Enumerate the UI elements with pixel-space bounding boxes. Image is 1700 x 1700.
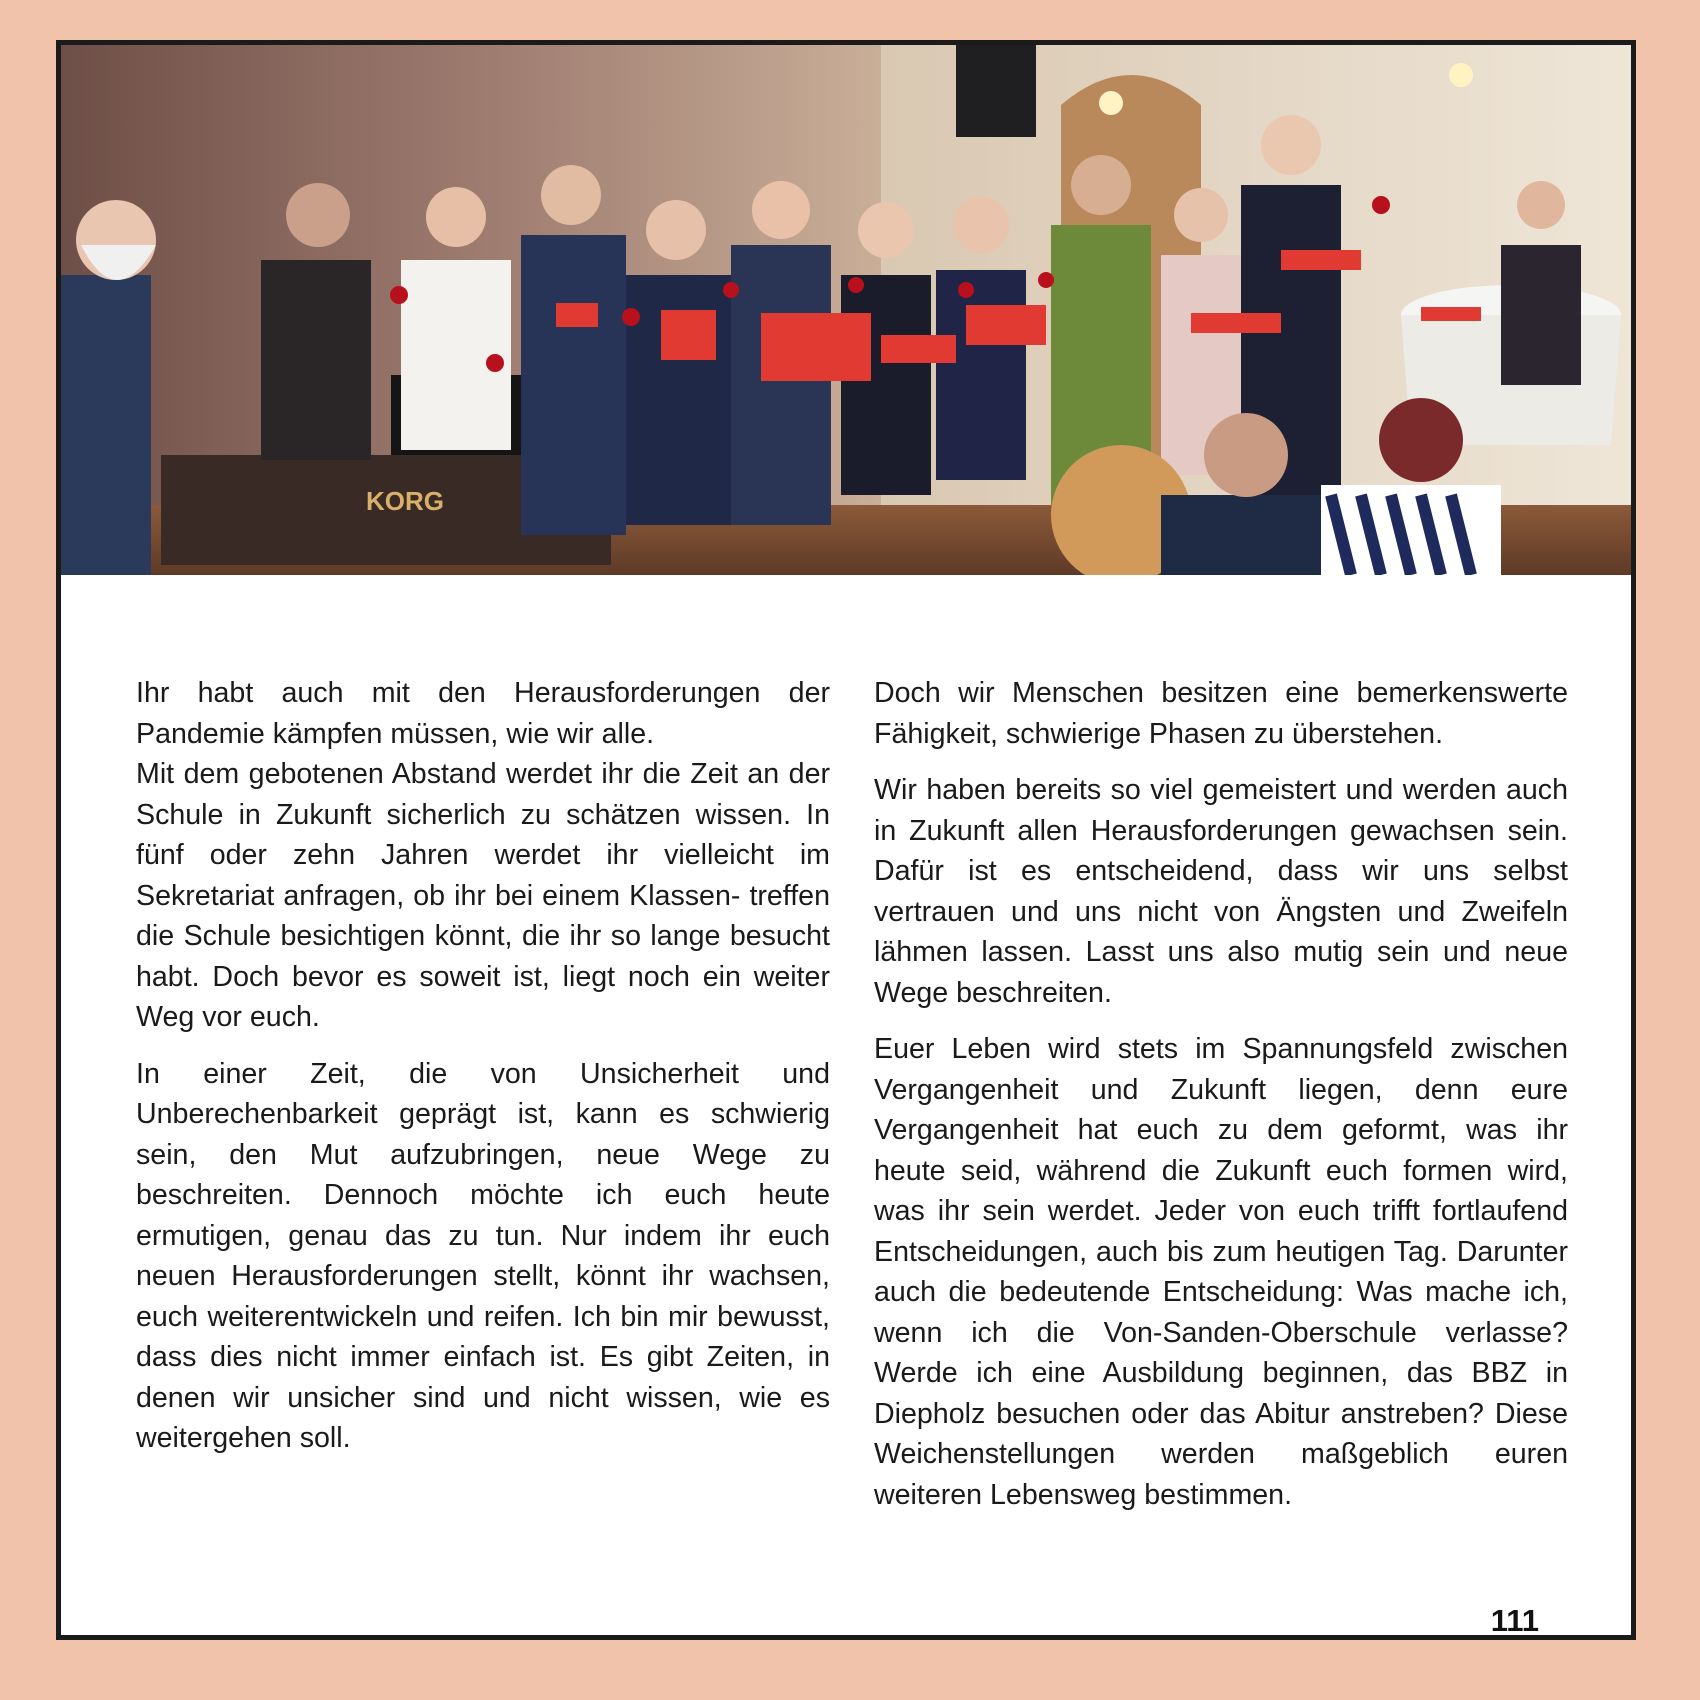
paragraph: Euer Leben wird stets im Spannungsfeld zwischen Vergangenheit und Zukunft liegen, denn eure Vergangenheit hat euch zu dem geformt, was ihr heute seid, während die Zukunft euch formen wird, was ihr sein werdet. Jeder von euch trifft fortlaufend Entscheidungen, auch bis zum heutigen Tag. Darunter auch die bedeutende Entscheidung: Was mache ich, wenn ich die Von-Sanden-Oberschule verlasse? Werde ich eine Ausbildung beginnen, das BBZ in Diepholz besuchen oder das Abitur anstreben? Diese Weichenstellungen werden maßgeblich euren weiteren Lebensweg bestimmen. [874,1033,1568,1511]
ceremony-photo [61,45,1636,575]
paragraph: Ihr habt auch mit den Herausforderungen der Pandemie kämpfen müssen, wie wir alle. [136,677,830,750]
ceremony-photo-illustration [61,45,1636,575]
paragraph: Mit dem gebotenen Abstand werdet ihr die Zeit an der Schule in Zukunft sicherlich zu schätzen wissen. In fünf oder zehn Jahren werdet ihr vielleicht im Sekretariat anfragen, ob ihr bei einem Klassen- treffen die Schule besichtigen könnt, die ihr so lange besucht habt. Doch bevor es soweit ist, liegt noch ein weiter Weg vor euch. [136,758,830,1033]
paragraph: In einer Zeit, die von Unsicherheit und Unberechenbarkeit geprägt ist, kann es schwierig sein, den Mut aufzubringen, neue Wege zu beschreiten. Dennoch möchte ich euch heute ermutigen, genau das zu tun. Nur indem ihr euch neuen Herausforderungen stellt, könnt ihr wachsen, euch weiterentwickeln und reifen. Ich bin mir bewusst, dass dies nicht immer einfach ist. Es gibt Zeiten, in denen wir unsicher sind und nicht wissen, wie es weitergehen soll. [136,1057,830,1454]
paragraph: Doch wir Menschen besitzen eine bemerkenswerte Fähigkeit, schwierige Phasen zu überstehen. [874,677,1568,750]
text-column-left [136,673,830,1475]
page [56,40,1636,1640]
wall-lamp [1449,63,1473,87]
wall-lamp [1099,91,1123,115]
page-number: 111 [1490,1603,1539,1638]
text-column-right [874,673,1568,1531]
paragraph: Wir haben bereits so viel gemeistert und werden auch in Zukunft allen Herausforderungen gewachsen sein. Dafür ist es entscheidend, dass wir uns selbst vertrauen und uns nicht von Ängsten und Zweifeln lähmen lassen. Lasst uns also mutig sein und neue Wege beschreiten. [874,774,1568,1009]
speaker [956,45,1036,137]
svg-text:KORG: KORG [366,486,444,516]
